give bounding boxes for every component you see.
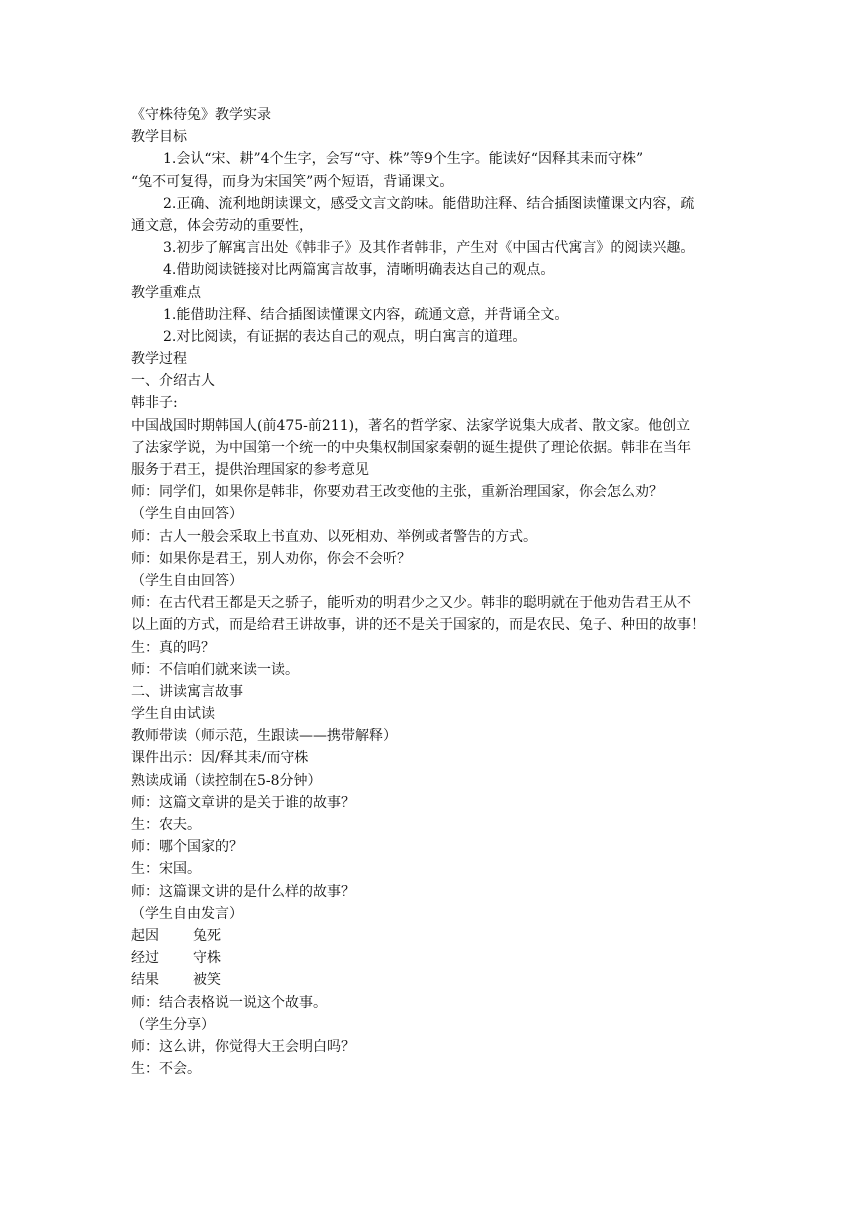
process-heading: 教学过程 xyxy=(131,351,187,368)
goal-4: 4.借助阅读链接对比两篇寓言故事，清晰明确表达自己的观点。 xyxy=(163,262,555,279)
hanfei-intro-line: 服务于君王，提供治理国家的参考意见 xyxy=(131,462,369,478)
dialogue-line: 师：在古代君王都是天之骄子，能听劝的明君少之又少。韩非的聪明就在于他劝告君王从不 xyxy=(131,595,691,612)
hanfei-label: 韩非子: xyxy=(131,395,178,412)
dialogue-line: 师：如果你是君王，别人劝你，你会不会听？ xyxy=(131,550,411,567)
dialogue-line: 师：哪个国家的？ xyxy=(131,839,243,856)
goals-heading: 教学目标 xyxy=(131,129,187,146)
story-table-value: 被笑 xyxy=(193,972,221,989)
dialogue-line: 师：这篇课文讲的是什么样的故事？ xyxy=(131,883,355,900)
dialogue-line: （学生分享） xyxy=(131,1016,215,1033)
story-table-row xyxy=(131,947,741,969)
dialogue-line: 课件出示：因/释其耒/而守株 xyxy=(131,750,309,767)
dialogue-line: （学生自由回答） xyxy=(131,506,243,523)
document-title: 《守株待兔》教学实录 xyxy=(131,107,271,123)
story-table-row xyxy=(131,969,741,991)
goal-2-line-2: 通文意，体会劳动的重要性， xyxy=(131,217,313,234)
dialogue-line: 生：真的吗？ xyxy=(131,639,215,656)
dialogue-line: 生：农夫。 xyxy=(131,817,201,833)
hanfei-intro-line: 了法家学说，为中国第一个统一的中央集权制国家秦朝的诞生提供了理论依据。韩非在当年 xyxy=(131,439,691,456)
story-table-value: 守株 xyxy=(193,950,221,967)
story-table-value: 兔死 xyxy=(193,927,221,944)
goal-1-line-2: “兔不可复得，而身为宋国笑”两个短语，背诵课文。 xyxy=(131,173,454,190)
dialogue-line: 熟读成诵（读控制在5-8分钟） xyxy=(131,772,322,789)
key-points-heading: 教学重难点 xyxy=(131,284,201,301)
goal-3: 3.初步了解寓言出处《韩非子》及其作者韩非，产生对《中国古代寓言》的阅读兴趣。 xyxy=(163,240,695,257)
dialogue-line: 生：宋国。 xyxy=(131,861,201,878)
section-2-heading: 二、讲读寓言故事 xyxy=(131,683,243,700)
dialogue-line: 师：古人一般会采取上书直劝、以死相劝、举例或者警告的方式。 xyxy=(131,528,537,545)
story-table-label: 起因 xyxy=(131,927,159,944)
story-table-label: 经过 xyxy=(131,950,159,967)
key-point-1: 1.能借助注释、结合插图读懂课文内容，疏通文意，并背诵全文。 xyxy=(163,306,569,323)
dialogue-line: 生：不会。 xyxy=(131,1061,201,1078)
key-point-2: 2.对比阅读，有证据的表达自己的观点，明白寓言的道理。 xyxy=(163,328,527,345)
dialogue-line: 师：这么讲，你觉得大王会明白吗？ xyxy=(131,1038,355,1055)
goal-2-line-1: 2.正确、流利地朗读课文，感受文言文韵味。能借助注释、结合插图读懂课文内容，疏 xyxy=(163,195,695,212)
dialogue-line: 教师带读（师示范，生跟读——携带解释） xyxy=(131,728,397,745)
dialogue-line: 师：这篇文章讲的是关于谁的故事？ xyxy=(131,794,355,811)
story-table-row xyxy=(131,925,741,947)
hanfei-intro-line: 中国战国时期韩国人(前475-前211)，著名的哲学家、法家学说集大成者、散文家。他创立 xyxy=(131,417,691,434)
section-1-heading: 一、介绍古人 xyxy=(131,373,215,390)
dialogue-line: （学生自由发言） xyxy=(131,905,243,922)
document-page xyxy=(131,104,741,1080)
dialogue-line: 师：结合表格说一说这个故事。 xyxy=(131,994,327,1011)
dialogue-line: 师：不信咱们就来读一读。 xyxy=(131,661,299,678)
story-table-label: 结果 xyxy=(131,972,159,989)
dialogue-line: 师：同学们，如果你是韩非，你要劝君王改变他的主张，重新治理国家，你会怎么劝？ xyxy=(131,484,663,501)
dialogue-line: （学生自由回答） xyxy=(131,572,243,589)
dialogue-line: 学生自由试读 xyxy=(131,706,215,723)
goal-1-line-1: 1.会认“宋、耕”4个生字，会写“守、株”等9个生字。能读好“因释其耒而守株” xyxy=(163,151,644,168)
dialogue-line: 以上面的方式，而是给君王讲故事，讲的还不是关于国家的，而是农民、兔子、种田的故事！ xyxy=(131,617,705,634)
